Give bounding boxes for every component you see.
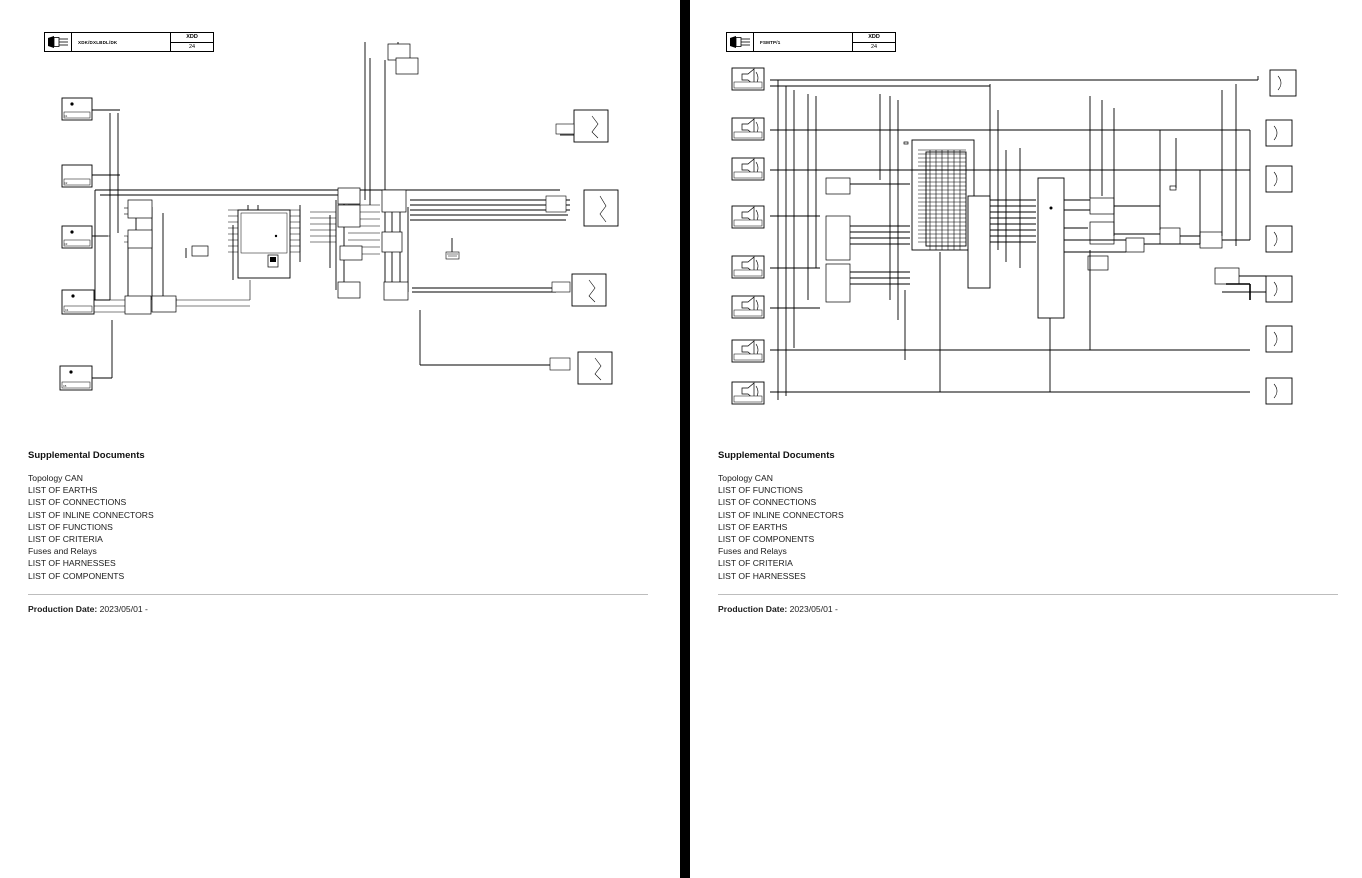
doc-link[interactable]: Topology CAN (28, 473, 83, 483)
harness-name-left: XDK/DXLBDL/DK (78, 39, 118, 45)
wiring-schematic-right (690, 0, 1362, 430)
docs-divider (28, 594, 648, 595)
production-date-value: 2023/05/01 - (99, 603, 148, 614)
docs-heading-right: Supplemental Documents (718, 450, 835, 461)
production-date-label: Production Date: (718, 603, 788, 614)
doc-link[interactable]: Fuses and Relays (718, 546, 787, 557)
doc-link[interactable]: LIST OF FUNCTIONS (28, 521, 113, 532)
svg-text:C4: C4 (65, 309, 69, 312)
sheet-panel-left (0, 0, 680, 878)
sheet-number-right: 24 (870, 43, 878, 50)
doc-link[interactable]: LIST OF FUNCTIONS (718, 485, 803, 496)
docs-list-left (28, 472, 648, 582)
doc-link[interactable]: LIST OF COMPONENTS (28, 570, 125, 581)
docs-divider (718, 594, 1338, 595)
doc-link[interactable]: LIST OF INLINE CONNECTORS (28, 509, 154, 520)
doc-link[interactable]: Fuses and Relays (28, 546, 97, 557)
svg-text:C1: C1 (64, 115, 68, 118)
doc-link[interactable]: LIST OF CONNECTIONS (28, 497, 127, 508)
doc-link[interactable]: LIST OF COMPONENTS (718, 534, 815, 545)
doc-link[interactable]: LIST OF CRITERIA (28, 534, 103, 545)
docs-list-right (718, 472, 1338, 582)
docs-heading-left: Supplemental Documents (28, 450, 145, 461)
supplemental-documents-left (28, 450, 648, 614)
device-symbol-group-right (1266, 70, 1296, 404)
svg-text:C3: C3 (64, 243, 68, 246)
doc-link[interactable]: LIST OF HARNESSES (718, 570, 806, 581)
production-date-left (28, 604, 648, 614)
svg-text:C5: C5 (63, 385, 67, 388)
doc-link[interactable]: LIST OF HARNESSES (28, 558, 116, 569)
harness-name-right: FSMTP/1 (760, 39, 781, 45)
svg-text:C2: C2 (64, 182, 68, 185)
doc-link[interactable]: LIST OF CONNECTIONS (718, 497, 817, 508)
sheet-code-left: XDD (171, 33, 213, 43)
doc-link[interactable]: Topology CAN (718, 473, 773, 483)
wiring-schematic-left (0, 0, 680, 430)
speaker-symbol-group-right (732, 68, 764, 404)
sheet-code-right: XDD (853, 33, 895, 43)
doc-link[interactable]: LIST OF EARTHS (718, 521, 788, 532)
doc-link[interactable]: LIST OF INLINE CONNECTORS (718, 509, 844, 520)
doc-link[interactable]: LIST OF EARTHS (28, 485, 98, 496)
doc-link[interactable]: LIST OF CRITERIA (718, 558, 793, 569)
production-date-value: 2023/05/01 - (789, 603, 838, 614)
sheet-number-left: 24 (188, 43, 196, 50)
earth-symbol-left (446, 238, 459, 259)
panel-divider (680, 0, 690, 878)
sheet-panel-right (690, 0, 1362, 878)
production-date-label: Production Date: (28, 603, 98, 614)
production-date-right (718, 604, 1338, 614)
supplemental-documents-right (718, 450, 1338, 614)
